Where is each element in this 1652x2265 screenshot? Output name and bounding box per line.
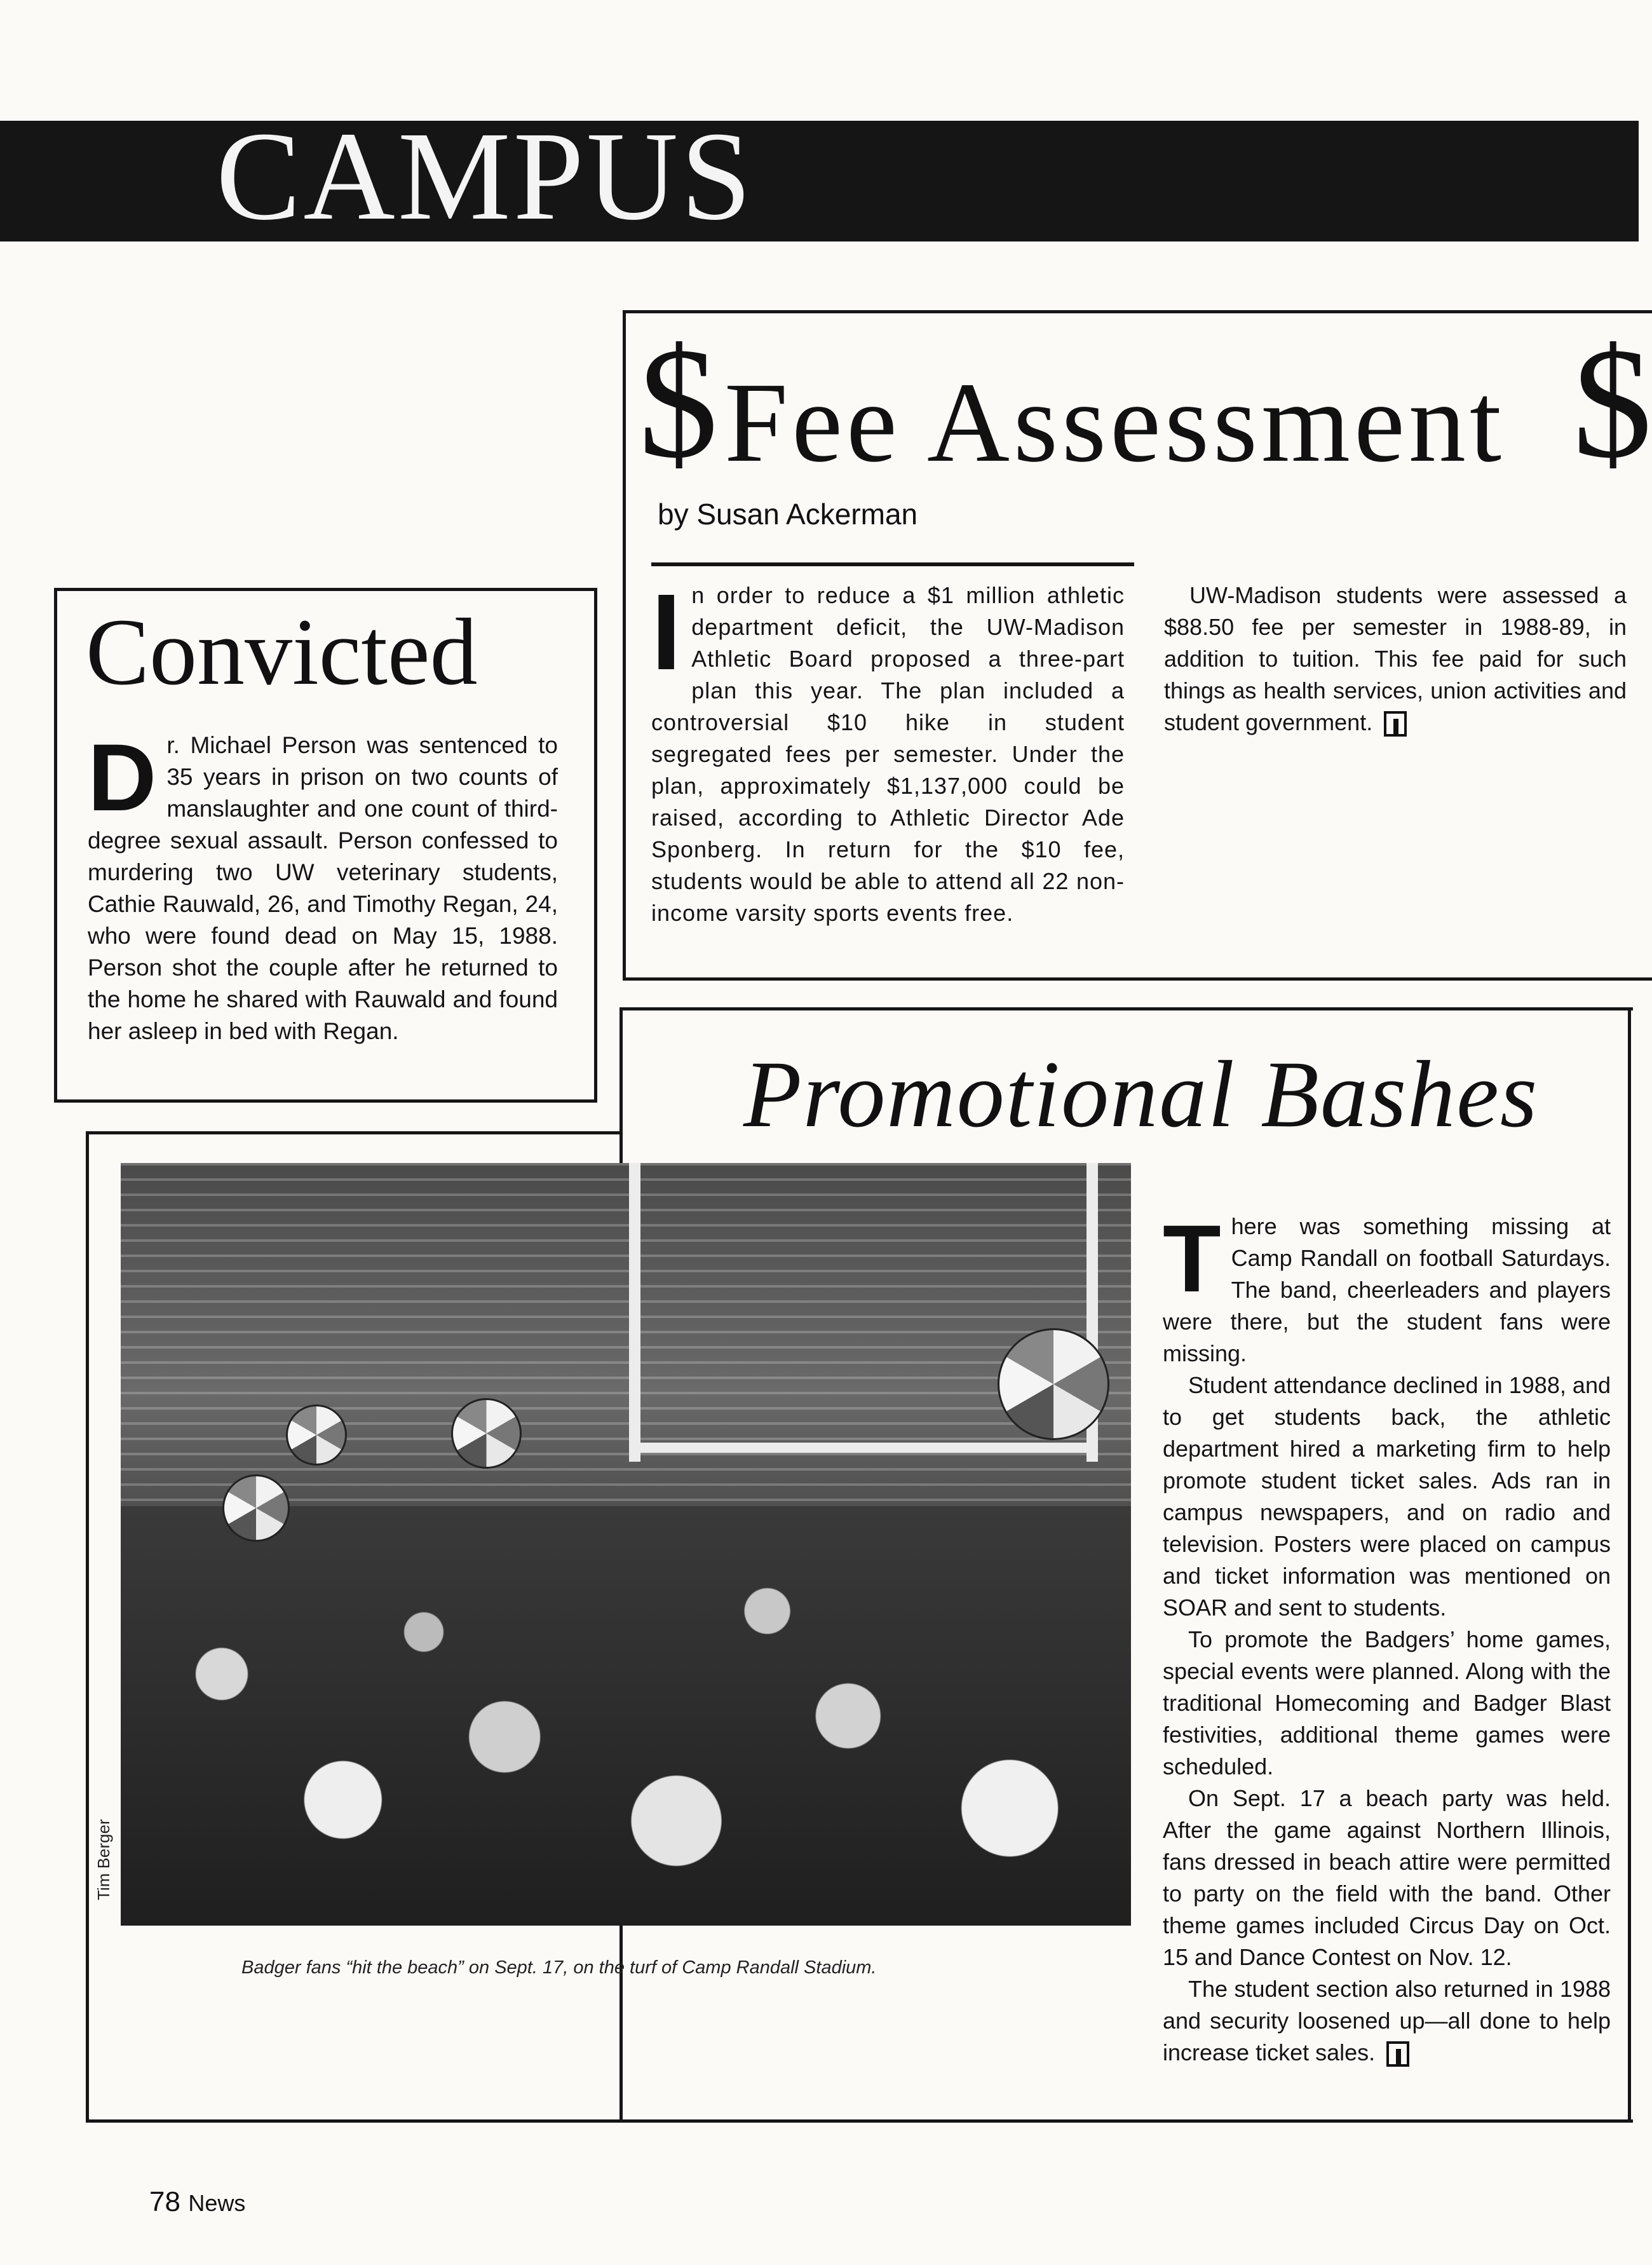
fee-col1-text: n order to reduce a $1 million athletic department deficit, the UW-Madison Athletic Board proposed a three-part plan this year. The plan included a controversial $10 hike in student segregated fees per semester. Under the plan, approximately $1,137,000 could be raised, according to Athletic Director Ade Sponberg. In return for the $10 fee, students would be able to attend all 22 non-income varsity sports events free. (651, 582, 1125, 926)
photo-caption: Badger fans “hit the beach” on Sept. 17, on the turf of Camp Randall Stadium. (241, 1957, 877, 1978)
byline: by Susan Ackerman (658, 498, 918, 531)
promotional-article (1163, 1205, 1611, 2069)
promotional-p3: To promote the Badgers’ home games, special events were planned. Along with the traditional Homecoming and Badger Blast festivities, additional theme games were scheduled. (1163, 1626, 1611, 1779)
fee-col2-text: UW-Madison students were assessed a $88.50 fee per semester in 1988-89, in addition to tuition. This fee paid for such things as health services, union activities and student government. (1164, 582, 1627, 735)
page-footer (149, 2186, 245, 2218)
promotional-dropcap: T (1163, 1205, 1221, 1312)
byline-rule (651, 562, 1134, 566)
fee-column-2 (1164, 580, 1627, 738)
promotional-p5: The student section also returned in 1988 and security loosened up—all done to help increase ticket sales. (1163, 1976, 1611, 2065)
end-mark-icon (1384, 711, 1407, 737)
promotional-box-top-left-rule (86, 1131, 623, 1134)
promotional-title: Promotional Bashes (743, 1042, 1539, 1147)
convicted-text: r. Michael Person was sentenced to 35 years in prison on two counts of manslaughter and one count of third-degree sexual assault. Person confessed to murdering two UW veterinary students, Cathie Rauwald, 26, and Timothy Regan, 24, who were found dead on May 15, 1988. Person shot the couple after he returned to the home he shared with Rauwald and found her asleep in bed with Regan. (88, 732, 558, 1044)
beach-ball (286, 1405, 347, 1466)
dollar-left: $ (639, 315, 718, 491)
fee-dropcap: I (651, 572, 682, 693)
dollar-right: $ (1573, 315, 1652, 491)
convicted-title: Convicted (86, 599, 478, 705)
page-number: 78 (149, 2186, 180, 2217)
footer-section: News (188, 2190, 246, 2216)
convicted-article (88, 724, 558, 1047)
promotional-p1: here was something missing at Camp Randall on football Saturdays. The band, cheerleaders and players were there, but the student fans were missing. (1163, 1213, 1611, 1366)
crowd (121, 1506, 1131, 1926)
fee-title: Fee Assessment (724, 359, 1505, 486)
beach-ball (222, 1474, 290, 1542)
photo-credit: Tim Berger (94, 1819, 113, 1900)
convicted-dropcap: D (88, 724, 157, 831)
stadium-photo (121, 1163, 1131, 1926)
goalpost-left-upright (629, 1163, 640, 1462)
promotional-p2: Student attendance declined in 1988, and to get students back, the athletic department hired a marketing firm to help promote student ticket sales. Ads ran in campus newspapers, and on radio and television. Posters were placed on campus and ticket information was mentioned on SOAR and sent to students. (1163, 1372, 1611, 1621)
beach-ball (451, 1398, 522, 1469)
beach-ball (998, 1328, 1109, 1440)
promotional-box-right-rule (1628, 1007, 1631, 2123)
fee-headline (639, 315, 1652, 491)
promotional-p4: On Sept. 17 a beach party was held. After the game against Northern Illinois, fans dressed in beach attire were permitted to party on the field with the band. Other theme games included Circus Day on Oct. 15 and Dance Contest on Nov. 12. (1163, 1785, 1611, 1970)
fee-column-1 (651, 572, 1125, 929)
end-mark-icon (1386, 2041, 1409, 2067)
goalpost-crossbar (629, 1443, 1098, 1453)
section-title: CAMPUS (216, 106, 754, 247)
